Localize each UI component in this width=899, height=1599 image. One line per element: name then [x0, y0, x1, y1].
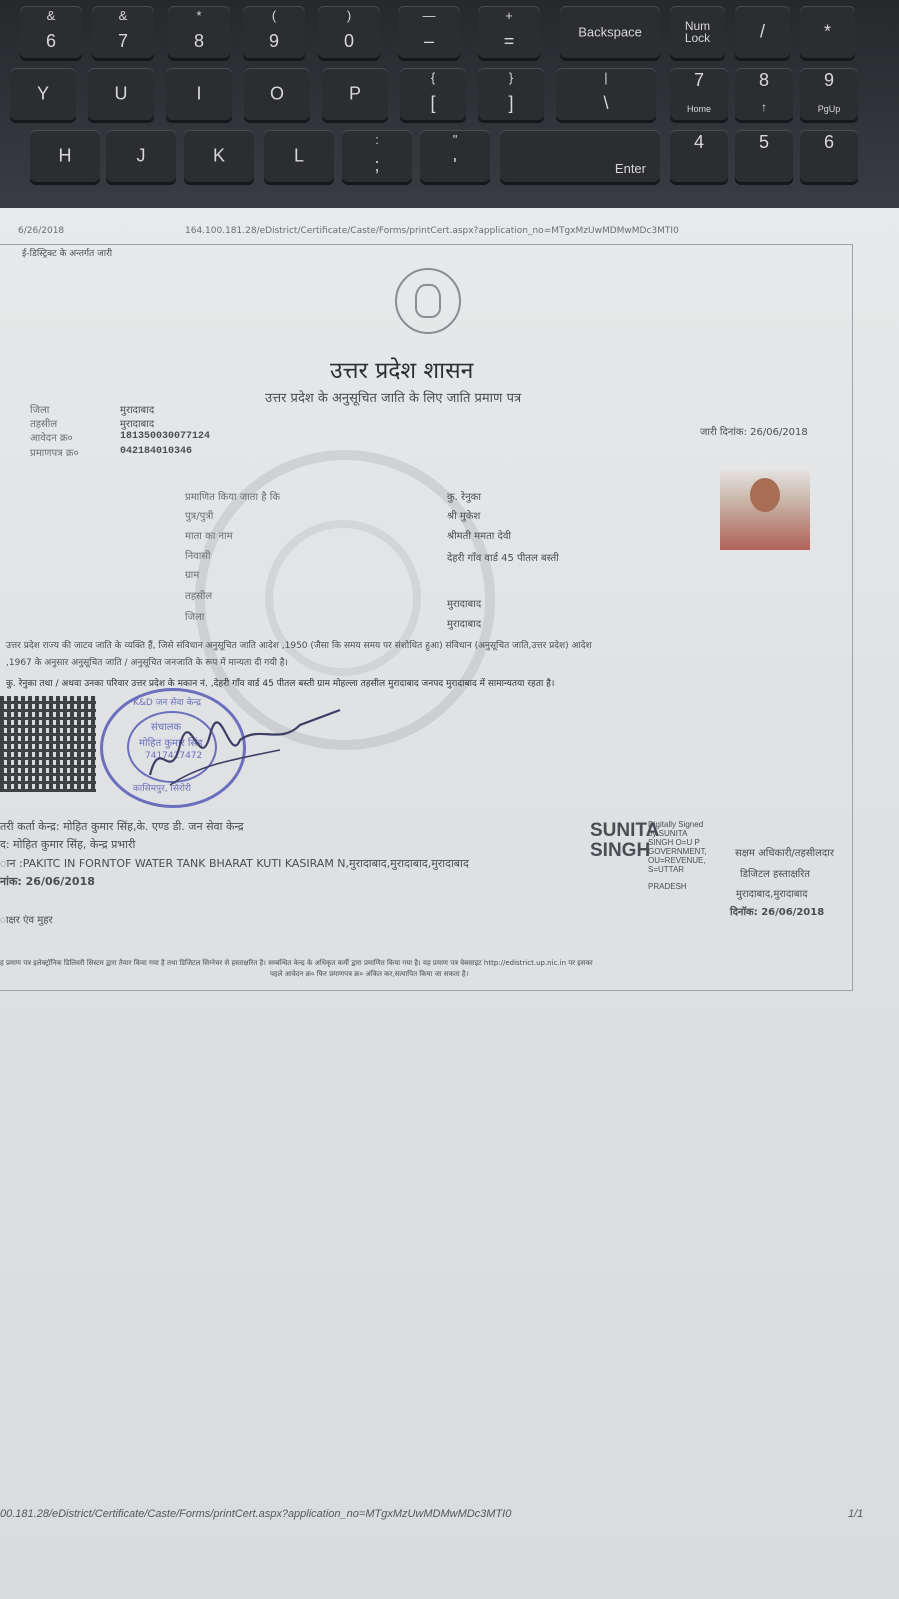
center-operator-line: तरी कर्ता केन्द्र: मोहित कुमार सिंह,के. एण्ड डी. जन सेवा केन्द्र	[0, 820, 244, 833]
key-numpad-7[interactable]	[670, 68, 728, 120]
key-numpad-asterisk[interactable]	[800, 6, 855, 58]
key-y[interactable]	[10, 68, 76, 120]
field-value-district: मुरादाबाद	[447, 619, 482, 630]
key-minus-shift-label: —	[422, 8, 436, 23]
key-i-label: I	[196, 83, 202, 104]
key-numpad-8-label: 8	[758, 70, 769, 90]
key-semicolon[interactable]	[342, 130, 412, 182]
key-num-lock-label: Num Lock	[684, 19, 711, 45]
certificate-number-value: 042184010346	[120, 446, 193, 457]
sig-detail-4: GOVERNMENT,	[648, 847, 707, 856]
issued-by-note: ई-डिस्ट्रिक्ट के अन्तर्गत जारी	[22, 249, 113, 259]
key-h[interactable]	[30, 130, 100, 182]
digital-signer-first-name: SUNITA	[590, 820, 660, 841]
certificate-title: उत्तर प्रदेश के अनुसूचित जाति के लिए जाति प्रमाण पत्र	[265, 391, 522, 406]
certificate-body-line-1: उत्तर प्रदेश राज्य की जाटव जाति के व्यक्ति हैं, जिसे संविधान अनुसूचित जाति आदेश ,1950 (जैसा कि समय समय पर संशोधित हुआ) संविधान (अनुसूचित जाति,उत्तर प्रदेश) आदेश	[6, 641, 592, 651]
district-value: मुरादाबाद	[120, 405, 155, 416]
key-k[interactable]	[184, 130, 254, 182]
key-minus-label: –	[423, 31, 434, 51]
officer-date: दिनॉक: 26/06/2018	[730, 907, 825, 918]
up-arrow-icon: ↑	[761, 100, 767, 114]
stamp-text-line-5: कासिमपुर, सिरोरी	[133, 784, 191, 794]
key-numpad-5[interactable]	[735, 130, 793, 182]
stamp-text-line-1: K&D जन सेवा केन्द्र	[133, 698, 201, 708]
stamp-text-line-4: 7417427472	[145, 751, 203, 761]
key-7-label: 7	[117, 31, 128, 51]
key-equals[interactable]	[478, 6, 540, 58]
field-value-mother: श्रीमती ममता देवी	[447, 531, 512, 542]
applicant-photo	[720, 470, 810, 550]
digital-signature-details	[648, 820, 707, 891]
center-date-line: नांक: 26/06/2018	[0, 875, 95, 888]
tehsil-label: तहसील	[30, 419, 58, 430]
key-9-shift-label: (	[271, 8, 277, 23]
key-j-label: J	[136, 145, 146, 166]
key-numpad-slash-label: /	[759, 21, 765, 42]
key-numpad-7-sub-label: Home	[686, 104, 711, 114]
certificate-body-line-3: कु. रेनुका तथा / अथवा उनका परिवार उत्तर प्रदेश के मकान नं. ,देहरी गाँव वार्ड 45 पीतल बस्ती ग्राम मोहल्ला तहसील मुरादाबाद जनपद मुरादाबाद में सामान्यतया रहता है।	[6, 679, 555, 689]
key-left-bracket-label: [	[430, 93, 436, 113]
print-url-footer: 00.181.28/eDistrict/Certificate/Caste/Forms/printCert.aspx?application_no=MTgxMzUwMDMwMDc3MTI0	[0, 1508, 512, 1520]
field-label-certified: प्रमाणित किया जाता है कि	[185, 492, 281, 503]
key-enter[interactable]	[500, 130, 660, 182]
sig-detail-1: Digitally Signed	[648, 820, 704, 829]
sig-detail-7: PRADESH	[648, 882, 687, 891]
issue-date: जारी दिनांक: 26/06/2018	[700, 427, 808, 438]
district-label: जिला	[30, 405, 50, 416]
key-l[interactable]	[264, 130, 334, 182]
key-y-label: Y	[36, 83, 49, 104]
center-incharge-line: द: मोहित कुमार सिंह, केन्द्र प्रभारी	[0, 838, 136, 851]
key-o-label: O	[269, 83, 284, 104]
page-number: 1/1	[848, 1508, 864, 1520]
center-address-line: ान :PAKITC IN FORNTOF WATER TANK BHARAT KUTI KASIRAM N,मुरादाबाद,मुरादाबाद,मुरादाबाद	[0, 857, 469, 870]
key-right-bracket[interactable]	[478, 68, 544, 120]
key-enter-label: Enter	[614, 161, 646, 176]
sig-detail-6: S=UTTAR	[648, 865, 685, 874]
stamp-text-line-3: मोहित कुमार सिंह	[139, 738, 203, 749]
key-h-label: H	[58, 145, 72, 166]
key-quote-label: '	[453, 155, 457, 175]
sig-detail-3: SINGH O=U P	[648, 838, 700, 847]
key-0-shift-label: )	[346, 8, 352, 23]
key-k-label: K	[212, 145, 225, 166]
key-left-brace-label: {	[430, 70, 436, 85]
key-numpad-9-label: 9	[823, 70, 834, 90]
key-u-label: U	[114, 83, 128, 104]
field-label-mother: माता का नाम	[185, 531, 233, 542]
officer-title: सक्षम अधिकारी/तहसीलदार	[735, 848, 834, 859]
key-6-shift-label: &	[46, 8, 56, 23]
key-p[interactable]	[322, 68, 388, 120]
digital-signer-last-name: SINGH	[590, 840, 651, 861]
key-numpad-4[interactable]	[670, 130, 728, 182]
certificate-number-label: प्रमाणपत्र क्र०	[30, 448, 79, 459]
key-u[interactable]	[88, 68, 154, 120]
key-right-brace-label: }	[508, 70, 514, 85]
field-label-child-of: पुत्र/पुत्री	[185, 511, 214, 522]
key-l-label: L	[293, 145, 304, 166]
certificate-body-line-2: ,1967 के अनुसार अनुसूचित जाति / अनुसूचित जनजाति के रूप में मान्यता दी गयी है।	[6, 658, 288, 668]
key-equals-label: =	[503, 31, 515, 51]
key-numpad-asterisk-label: *	[823, 21, 831, 42]
print-url-header: 164.100.181.28/eDistrict/Certificate/Caste/Forms/printCert.aspx?application_no=MTgxMzUwMDMwMDc3MTI0	[185, 226, 679, 236]
key-backspace-label: Backspace	[578, 24, 642, 40]
key-numpad-9-sub-label: PgUp	[817, 104, 841, 114]
stamp-text-line-2: संचालक	[151, 722, 182, 733]
key-semicolon-label: ;	[374, 155, 380, 175]
field-value-resident: देहरी गाँव वार्ड 45 पीतल बस्ती	[447, 553, 559, 564]
key-0[interactable]	[318, 6, 380, 58]
key-0-label: 0	[343, 31, 354, 51]
footer-note-line-2: पहले आवेदन क्र० फिर प्रमाणपत्र क्र० अंकित कर,सत्यापित किया जा सकता है।	[270, 970, 469, 978]
key-numpad-9[interactable]	[800, 68, 858, 120]
signature-seal-label: ाक्षर एंव मुहर	[0, 915, 53, 926]
key-j[interactable]	[106, 130, 176, 182]
key-numpad-4-label: 4	[693, 132, 704, 152]
key-double-quote-label: "	[452, 132, 458, 147]
handwritten-signature-icon	[140, 705, 350, 795]
footer-note-line-1: ह प्रमाण पत्र इलेक्ट्रॉनिक डिलिवरी सिस्टम द्वारा तैयार किया गया है तथा डिजिटल सिग्नेचर से हस्ताक्षरित है। सम्बन्धित केन्द्र के अधिकृत कर्मी द्वारा प्रमाणित किया गया है। यह प्रमाण पत्र वेबसाइट http://edistrict.up.nic.in पर इसका	[0, 959, 593, 967]
key-8[interactable]	[168, 6, 230, 58]
key-num-lock[interactable]	[670, 6, 725, 58]
laptop-keyboard	[0, 0, 899, 215]
key-numpad-8[interactable]	[735, 68, 793, 120]
officer-place: मुरादाबाद,मुरादाबाद	[736, 889, 808, 900]
key-8-label: 8	[193, 31, 204, 51]
field-label-village: ग्राम	[185, 570, 200, 581]
key-minus[interactable]	[398, 6, 460, 58]
key-p-label: P	[348, 83, 361, 104]
tehsil-value: मुरादाबाद	[120, 419, 155, 430]
key-9[interactable]	[243, 6, 305, 58]
key-o[interactable]	[244, 68, 310, 120]
sig-detail-5: OU=REVENUE,	[648, 856, 706, 865]
key-right-bracket-label: ]	[508, 93, 514, 113]
key-backspace[interactable]	[560, 6, 660, 58]
field-value-name: कु. रेनुका	[447, 492, 481, 503]
government-title: उत्तर प्रदेश शासन	[330, 358, 474, 384]
key-6[interactable]	[20, 6, 82, 58]
key-numpad-7-label: 7	[693, 70, 704, 90]
sig-detail-2: by SUNITA	[648, 829, 688, 838]
qr-code-icon	[0, 696, 96, 792]
up-government-emblem-icon	[395, 268, 461, 334]
key-7-shift-label: &	[118, 8, 128, 23]
application-number-value: 181350030077124	[120, 431, 211, 442]
key-colon-label: :	[375, 132, 379, 147]
key-9-label: 9	[268, 31, 279, 51]
key-numpad-6[interactable]	[800, 130, 858, 182]
key-numpad-slash[interactable]	[735, 6, 790, 58]
key-backslash-label: \	[603, 93, 609, 113]
key-equals-shift-label: +	[505, 8, 513, 23]
field-value-father: श्री मुकेश	[447, 511, 481, 522]
key-7[interactable]	[92, 6, 154, 58]
key-6-label: 6	[45, 31, 56, 51]
key-numpad-6-label: 6	[823, 132, 834, 152]
print-date-header: 6/26/2018	[18, 226, 65, 236]
key-8-shift-label: *	[196, 8, 202, 23]
key-numpad-5-label: 5	[758, 132, 769, 152]
key-quote[interactable]	[420, 130, 490, 182]
key-pipe-label: |	[604, 70, 608, 85]
key-i[interactable]	[166, 68, 232, 120]
field-label-resident: निवासी	[185, 551, 211, 562]
key-backslash[interactable]	[556, 68, 656, 120]
field-label-tehsil: तहसील	[185, 591, 213, 602]
field-label-district: जिला	[185, 612, 205, 623]
officer-signature-status: डिजिटल हस्ताक्षरित	[740, 869, 810, 880]
field-value-tehsil: मुरादाबाद	[447, 599, 482, 610]
application-number-label: आवेदन क्र०	[30, 433, 73, 444]
key-left-bracket[interactable]	[400, 68, 466, 120]
